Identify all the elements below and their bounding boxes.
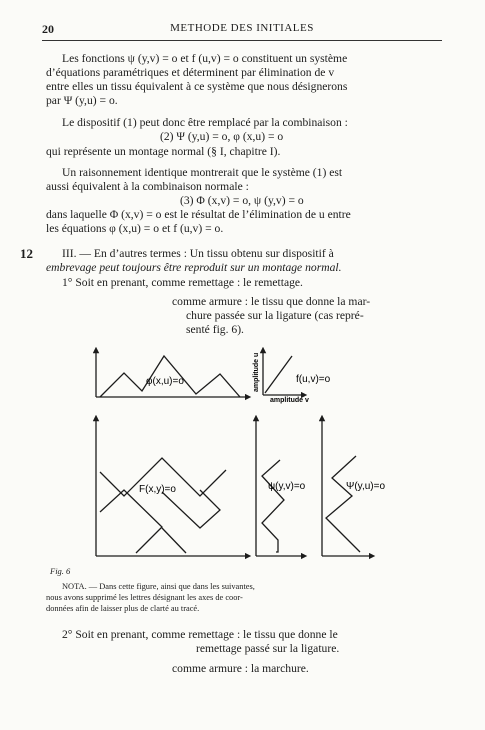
text-line: remettage passé sur la ligature. xyxy=(196,642,340,655)
text-line: 2° Soit en prenant, comme remettage : le tissu que donne le xyxy=(62,628,338,641)
label-psi-yv: ψ(y,v)=o xyxy=(268,481,306,492)
text-line: par Ψ (y,u) = o. xyxy=(46,94,118,107)
curve-f-uv xyxy=(265,356,292,393)
curve-F-xy xyxy=(162,528,186,553)
text-line: III. — En d’autres termes : Un tissu obtenu sur dispositif à xyxy=(62,247,334,260)
text-line: dans laquelle Φ (x,v) = o est le résultat de l’élimination de u entre xyxy=(46,208,351,221)
text-line: comme armure : la marchure. xyxy=(172,662,309,675)
curve-Psi-yu xyxy=(326,456,360,552)
text-line: Le dispositif (1) peut donc être remplacé par la combinaison : xyxy=(62,116,348,129)
text-line: chure passée sur la ligature (cas repré- xyxy=(186,309,364,322)
text-line: d’équations paramétriques et déterminent par élimination de v xyxy=(46,66,335,79)
text-line: qui représente un montage normal (§ I, chapitre I). xyxy=(46,145,281,158)
curve-F-xy xyxy=(100,490,162,553)
text-line: entre elles un tissu équivalent à ce système que nous désignerons xyxy=(46,80,348,93)
equation-2: (2) Ψ (y,u) = o, φ (x,u) = o xyxy=(160,130,284,143)
text-line: comme armure : le tissu que donne la mar- xyxy=(172,295,371,308)
curve-F-xy xyxy=(162,490,220,528)
text-line: les équations φ (x,u) = o et f (u,v) = o. xyxy=(46,222,224,235)
text-line: 1° Soit en prenant, comme remettage : le remettage. xyxy=(62,276,303,289)
text-line: aussi équivalent à la combinaison normale : xyxy=(46,180,249,193)
label-f-uv: f(u,v)=o xyxy=(296,374,331,385)
equation-3: (3) Φ (x,v) = o, ψ (y,v) = o xyxy=(180,194,304,207)
paragraph-number: 12 xyxy=(20,246,33,261)
nota-line: nous avons supprimé les lettres désignant les axes de coor- xyxy=(46,593,243,602)
nota-line: données afin de laisser plus de clarté au tracé. xyxy=(46,604,200,613)
nota-line: NOTA. — Dans cette figure, ainsi que dans les suivantes, xyxy=(62,582,255,591)
text-line: Un raisonnement identique montrerait que le système (1) est xyxy=(62,166,343,179)
page-number: 20 xyxy=(42,22,54,36)
curve-psi-yv xyxy=(262,460,284,552)
label-F-xy: F(x,y)=o xyxy=(139,484,176,495)
figure-caption: Fig. 6 xyxy=(50,566,71,576)
text-line: Les fonctions ψ (y,v) = o et f (u,v) = o constituent un système xyxy=(62,52,348,65)
label-Psi-yu: Ψ(y,u)=o xyxy=(346,481,386,492)
label-amplitude-v: amplitude v xyxy=(270,397,309,404)
label-phi-xu: φ(x,u)=o xyxy=(146,376,184,387)
text-line: senté fig. 6). xyxy=(186,323,244,336)
text-line: embrevage peut toujours être reproduit sur un montage normal. xyxy=(46,261,342,274)
label-amplitude-u: amplitude u xyxy=(253,352,260,392)
running-title: METHODE DES INITIALES xyxy=(170,22,314,34)
